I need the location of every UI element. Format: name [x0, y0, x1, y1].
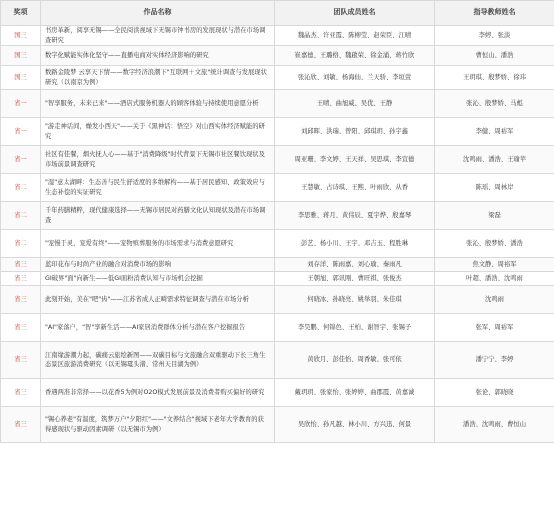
award-cell: 省二 [1, 202, 41, 230]
header-award: 奖项 [1, 1, 41, 26]
table-row [1, 342, 554, 379]
award-cell: 省三 [1, 286, 41, 314]
title-cell: 书房革新，阅享无锡——全民阅读视域下无锡市钟书房的发展现状与潜在市场调查研究 [41, 26, 275, 46]
title-cell: 社区有佳餐，烟火抚人心——基于"消费降级"时代背景下无锡市社区餐饮现状及市场前景调查研究 [41, 146, 275, 174]
members-cell: 王朝旭、郭讯刚、曹旺祺、张俊杰 [275, 272, 435, 286]
advisor-cell: 李健、周裕军 [435, 118, 554, 146]
header-title: 作品名称 [41, 1, 275, 26]
table-row [1, 90, 554, 118]
award-cell: 国三 [1, 46, 41, 66]
award-cell: 国三 [1, 26, 41, 46]
table-header [1, 1, 554, 26]
advisor-cell: 李婷、张淡 [435, 26, 554, 46]
award-cell: 省一 [1, 118, 41, 146]
members-cell: 王晴、曲旭威、吴优、王静 [275, 90, 435, 118]
members-cell: 何晓冰、孙晓亮、姚举羽、朱佳琪 [275, 286, 435, 314]
table-row [1, 118, 554, 146]
members-cell: 周亚珊、李文婷、王天祥、吴思琪、李宣德 [275, 146, 435, 174]
title-cell: "AI"家落户，"智"享新生活——AI家居消费群体分析与潜在客户挖掘报告 [41, 314, 275, 342]
title-cell: "宠慢于灵，宠爱有终"——宠物殡葬服务的市场需求与消费意愿研究 [41, 230, 275, 258]
members-cell: 彭艺、杨小川、王宇、邓吉玉、程胜琳 [275, 230, 435, 258]
award-cell: 省三 [1, 342, 41, 379]
advisor-cell: 张沁、殷梦娇、马彪 [435, 90, 554, 118]
title-cell: "湿"意太湖畔：生态善与民生舒适度的多维解构——基于居民感知、政策效应与生态补偿的实证研究 [41, 174, 275, 202]
table-row [1, 230, 554, 258]
advisor-cell: 陈瑶、周林岸 [435, 174, 554, 202]
table-row [1, 174, 554, 202]
award-cell: 省一 [1, 90, 41, 118]
members-cell: 李思雅、蒋月、黄伟辰、夏宇烨、殷嘉琴 [275, 202, 435, 230]
title-cell: 数字化赋能实体化坚守——直播电商对实体经济影响的研究 [41, 46, 275, 66]
header-row [1, 1, 554, 26]
title-cell: "游走神话间，燥发小西天"——关于《黑神话：悟空》对山西实体经济赋能的研究 [41, 118, 275, 146]
title-cell: 此刻开始，美在"吧"齿"——江苏省成人正畸需求特征调查与潜在市场分析 [41, 286, 275, 314]
advisor-cell: 梁磊 [435, 202, 554, 230]
table-row [1, 66, 554, 90]
title-cell: 香遇两准非常择——以花香5为例对O2O模式发展前景及消费者购买偏好的研究 [41, 379, 275, 407]
title-cell: 数路金陵梦 云享天下情——数字经济浪潮下"互联网＋文旅"统计调查与发展现状研究（以南京为例） [41, 66, 275, 90]
award-cell: 省三 [1, 314, 41, 342]
members-cell: 刘邱晖、洪瑞、曾阳、邱琪玥、孙宇鑫 [275, 118, 435, 146]
table-row [1, 258, 554, 272]
table-row [1, 314, 554, 342]
members-cell: 王慧敏、占诗琪、王熙、叶雨欣、从香 [275, 174, 435, 202]
header-advisor: 指导教师姓名 [435, 1, 554, 26]
advisor-cell: 张沁、殷梦娇、潘浩 [435, 230, 554, 258]
title-cell: "智享服务，未来已来"——酒店式服务机器人的顾客体验与持续使用意愿分析 [41, 90, 275, 118]
award-cell: 省三 [1, 258, 41, 272]
members-cell: 崔嘉德、王璐格、魏啟荣、徐金涌、蒋竹欣 [275, 46, 435, 66]
header-members: 团队成员姓名 [275, 1, 435, 26]
table-row [1, 379, 554, 407]
table-row [1, 146, 554, 174]
members-cell: 张沁欣、刘敏、杨海仙、兰天骄、李垣萱 [275, 66, 435, 90]
advisor-cell: 沈鸣雨、潘浩、王瑜苹 [435, 146, 554, 174]
advisor-cell: 张论、郭晓晓 [435, 379, 554, 407]
advisor-cell: 潘浩、沈鸣雨、曹恒山 [435, 407, 554, 443]
advisor-cell: 张军、周裕军 [435, 314, 554, 342]
members-cell: 李昊鹏、何锦色、王柏、谢智宇、张锡子 [275, 314, 435, 342]
title-cell: 江南缘游潮力起，碳痛云旅绘新图——双碳目标与文旅融合双重驱动下长三角生态景区旅游消费研究（以无锡鼋头渚、常州天目湖为例） [41, 342, 275, 379]
members-cell: 戴玥玥、张家怡、张婷婷、曲郡霞、黄嘉诚 [275, 379, 435, 407]
award-cell: 省三 [1, 379, 41, 407]
advisor-cell: 叶超、潘浩、沈鸣雨 [435, 272, 554, 286]
award-cell: 省三 [1, 407, 41, 443]
award-cell: 省二 [1, 230, 41, 258]
advisor-cell: 王玥琪、殷梦娇、徐玮 [435, 66, 554, 90]
advisor-cell: 沈鸣雨 [435, 286, 554, 314]
table-row [1, 407, 554, 443]
advisor-cell: 潘宁宁、李婷 [435, 342, 554, 379]
advisor-cell: 曹恒山、潘浩 [435, 46, 554, 66]
title-cell: GI破界"面"向新生——低GI面粉消费认知与市场机会挖掘 [41, 272, 275, 286]
members-cell: 魏晶杰、许亚霞、陈柳莹、赵荣臣、江晴 [275, 26, 435, 46]
title-cell: "锡心养老"有温度，筑梦万户"夕阳红"——"文养结合"视域下老年大学教育的获得感现状与驱动因素调研（以无锡市为例） [41, 407, 275, 443]
table-row [1, 272, 554, 286]
award-cell: 国三 [1, 66, 41, 90]
award-cell: 省二 [1, 174, 41, 202]
table-row [1, 26, 554, 46]
members-cell: 刘存洋、陈雨嘉、刘心瑜、秦雨凡 [275, 258, 435, 272]
title-cell: 千年药膳精粹，现代健康选择——无锡市居民对药膳文化认知现状及潜在市场调查 [41, 202, 275, 230]
members-cell: 黄欣月、彭佳怡、周香敏、张可依 [275, 342, 435, 379]
title-cell: 蓝印花布与时尚产业的融合对消费市场的影响 [41, 258, 275, 272]
members-cell: 吴欣怡、孙凡越、林小川、方兴迅、何景 [275, 407, 435, 443]
table-row [1, 202, 554, 230]
award-cell: 省一 [1, 146, 41, 174]
award-cell: 省三 [1, 272, 41, 286]
advisor-cell: 焦文静、周裕军 [435, 258, 554, 272]
table-row [1, 286, 554, 314]
table-row [1, 46, 554, 66]
table-body [1, 26, 554, 443]
